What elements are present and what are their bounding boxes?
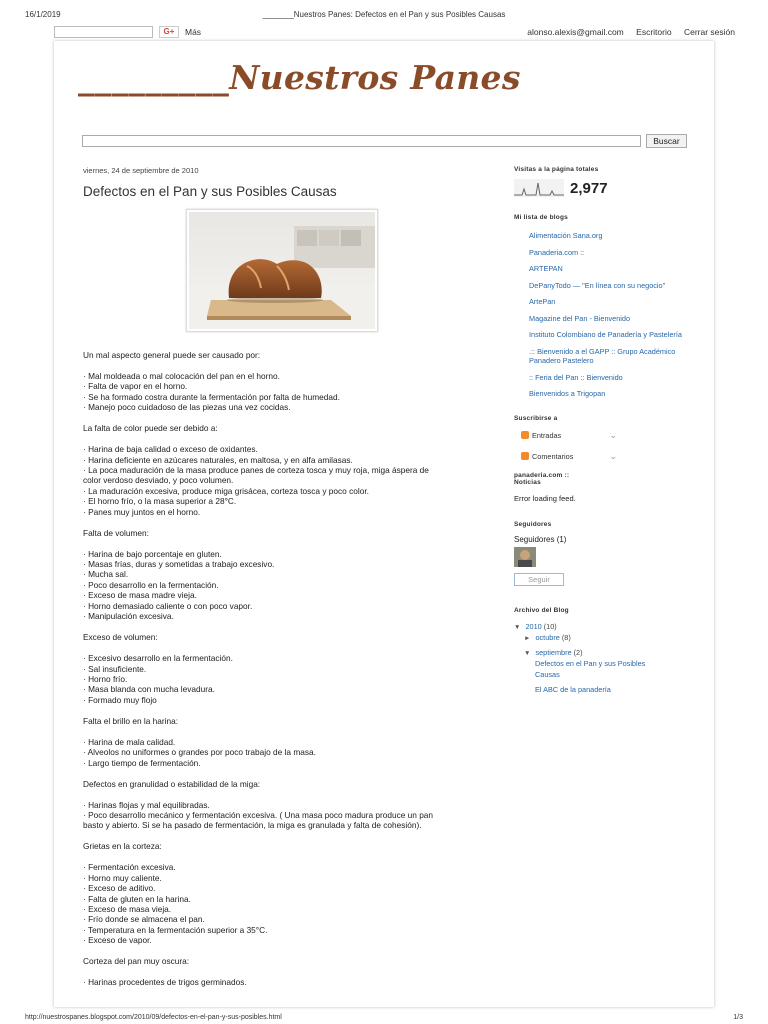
archive-year[interactable] <box>514 622 689 634</box>
post-title[interactable]: Defectos en el Pan y sus Posibles Causas <box>83 184 337 199</box>
post-line: Un mal aspecto general puede ser causado por: <box>83 350 261 360</box>
blog-link[interactable]: :: Feria del Pan :: Bienvenido <box>529 372 623 382</box>
post-line: · Harina de mala calidad. <box>83 736 176 747</box>
print-url: http://nuestrospanes.blogspot.com/2010/09/defectos-en-el-pan-y-sus-posibles.html <box>25 1014 282 1021</box>
more-link[interactable]: Más <box>185 27 202 37</box>
feed-heading: panaderia.com :: Noticias <box>514 471 570 486</box>
archive-month-link[interactable]: septiembre <box>535 647 572 657</box>
user-email[interactable]: alonso.alexis@gmail.com <box>527 27 624 37</box>
desktop-link[interactable]: Escritorio <box>636 27 672 37</box>
post-line: Grietas en la corteza: <box>83 841 162 852</box>
post-line: · Horno demasiado caliente o con poco vapor. <box>83 600 253 611</box>
avatar <box>514 547 536 567</box>
archive-month[interactable] <box>524 633 689 645</box>
post-line: · Frío donde se almacena el pan. <box>83 914 205 925</box>
triangle-right-icon[interactable]: ► <box>524 635 531 642</box>
post-line: · Sal insuficiente. <box>83 663 147 674</box>
archive-year-link[interactable]: 2010 <box>525 621 542 631</box>
rss-icon <box>521 452 529 460</box>
paragraph-gap <box>83 831 488 842</box>
post-line: · La poca maduración de la masa produce panes de corteza tosca y muy roja, miga áspera de <box>83 465 429 476</box>
subscribe-posts[interactable] <box>521 430 689 441</box>
blog-title[interactable]: _________Nuestros Panes <box>78 58 521 97</box>
bread-photo[interactable] <box>186 209 378 332</box>
archive-month-count: (8) <box>561 633 571 642</box>
bread-loaf-image <box>189 212 375 329</box>
archive-heading: Archivo del Blog <box>514 606 569 614</box>
archive-post-link[interactable]: Defectos en el Pan y sus Posibles Causas <box>535 659 646 679</box>
post-line: · Masa blanda con mucha levadura. <box>83 684 215 695</box>
post-line: · Exceso de vapor. <box>83 935 152 946</box>
follow-button[interactable]: Seguir <box>514 573 564 586</box>
blog-search-input[interactable] <box>82 135 641 147</box>
sidebar <box>514 166 689 696</box>
post-line: · Harina deficiente en azúcares naturales, en maltosa, y en alfa amilasas. <box>83 454 353 465</box>
print-header <box>0 10 768 22</box>
post-line: · Fermentación excesiva. <box>83 862 176 873</box>
post-line: · Temperatura en la fermentación superior a 35°C. <box>83 924 268 935</box>
follower-avatar[interactable] <box>514 547 689 569</box>
stats-heading: Visitas a la página totales <box>514 166 599 173</box>
paragraph-gap <box>83 413 488 424</box>
post-line: · Excesivo desarrollo en la fermentación. <box>83 653 233 664</box>
blog-link[interactable]: ArtePan <box>529 297 556 306</box>
post-line: Defectos en granulidad o estabilidad de la miga: <box>83 778 261 789</box>
post-line: La falta de color puede ser debido a: <box>83 423 218 434</box>
paragraph-gap <box>83 538 488 549</box>
blog-link[interactable]: ARTEPAN <box>529 264 563 273</box>
post-line: Exceso de volumen: <box>83 632 158 643</box>
post-body <box>83 350 488 988</box>
post-line: · Mal moldeada o mal colocación del pan en el horno. <box>83 371 280 381</box>
post-line: · Falta de vapor en el horno. <box>83 381 188 392</box>
bloglist-heading: Mi lista de blogs <box>514 214 568 221</box>
paragraph-gap <box>83 967 488 978</box>
post-line: · El horno frío, o la masa superior a 28°C. <box>83 496 237 507</box>
chevron-down-icon[interactable]: ⌄ <box>609 450 617 461</box>
visit-count: 2,977 <box>570 179 608 197</box>
print-title: _______Nuestros Panes: Defectos en el Pan y sus Posibles Causas <box>262 10 506 19</box>
blog-list <box>529 231 689 399</box>
paragraph-gap <box>83 726 488 737</box>
post-line: · La maduración excesiva, produce miga grisácea, corteza tosca y poco color. <box>83 485 369 496</box>
search-button[interactable]: Buscar <box>646 134 687 148</box>
post-line: basto y abierto. Si se ha pasado de fermentación, la miga es granulada y falta de cohesión). <box>83 820 422 831</box>
archive-month-link[interactable]: octubre <box>535 633 560 642</box>
post-line: · Manipulación excesiva. <box>83 611 174 622</box>
subscribe-posts-label: Entradas <box>532 430 562 440</box>
post-line: · Poco desarrollo mecánico y fermentación excesiva. ( Una masa poco madura produce un pan <box>83 809 434 820</box>
post-line: · Largo tiempo de fermentación. <box>83 757 201 768</box>
blogger-navbar <box>0 23 768 41</box>
archive-post-link[interactable]: El ABC de la panadería <box>535 685 611 694</box>
post-line: · Harina de bajo porcentaje en gluten. <box>83 548 222 559</box>
post-line: · Alveolos no uniformes o grandes por poco trabajo de la masa. <box>83 747 316 758</box>
post-line: · Panes muy juntos en el horno. <box>83 506 201 517</box>
blog-link[interactable]: Instituto Colombiano de Panadería y Pastelería <box>529 330 682 339</box>
post-line: · Exceso de masa madre vieja. <box>83 590 197 601</box>
paragraph-gap <box>83 852 488 863</box>
post-line: · Harinas procedentes de trigos germinados. <box>83 977 247 988</box>
triangle-down-icon[interactable]: ▼ <box>514 623 521 631</box>
print-date: 16/1/2019 <box>25 10 61 19</box>
paragraph-gap <box>83 643 488 654</box>
sparkline-icon <box>514 179 564 197</box>
paragraph-gap <box>83 517 488 528</box>
feed-error: Error loading feed. <box>514 493 576 503</box>
blog-link[interactable]: Bienvenidos a Trigopan <box>529 389 606 398</box>
post-line: · Horno frío. <box>83 673 128 684</box>
archive-year-count: (10) <box>543 621 557 631</box>
blog-link[interactable]: Panaderia.com :: <box>529 247 585 257</box>
paragraph-gap <box>83 946 488 957</box>
post-line: · Harina de baja calidad o exceso de oxidantes. <box>83 444 258 455</box>
post-line: · Masas frías, duras y sometidas a trabajo excesivo. <box>83 559 275 570</box>
logout-link[interactable]: Cerrar sesión <box>683 27 735 37</box>
navbar-search-input[interactable] <box>54 26 153 38</box>
followers-heading: Seguidores <box>514 520 552 528</box>
visit-counter <box>514 179 689 197</box>
navbar-user-links <box>517 27 735 37</box>
archive-month[interactable] <box>524 648 689 660</box>
paragraph-gap <box>83 622 488 633</box>
post-line: · Falta de gluten en la harina. <box>83 893 191 904</box>
blog-link[interactable]: DePanyTodo — "En línea con su negocio" <box>529 280 666 290</box>
post-line: · Manejo poco cuidadoso de las piezas una vez cocidas. <box>83 402 291 413</box>
post-line: · Harinas flojas y mal equilibradas. <box>83 799 210 810</box>
post <box>83 166 488 988</box>
paragraph-gap <box>83 705 488 716</box>
print-page-number: 1/3 <box>733 1014 743 1021</box>
post-line: · Horno muy caliente. <box>83 872 162 883</box>
followers-count: Seguidores (1) <box>514 534 567 544</box>
post-line: color verdoso desviado, y poco volumen. <box>83 475 234 486</box>
blog-link[interactable]: .:: Bienvenido a el GAPP :: Grupo Académico Panadero Pastelero <box>529 346 676 365</box>
blog-link[interactable]: Alimentación Sana.org <box>529 231 603 240</box>
post-date: viernes, 24 de septiembre de 2010 <box>83 166 199 175</box>
subscribe-comments-label: Comentarios <box>532 451 574 461</box>
post-line: · Exceso de aditivo. <box>83 883 156 894</box>
google-plus-button[interactable]: G+ <box>159 26 179 38</box>
paragraph-gap <box>83 789 488 800</box>
post-line: Corteza del pan muy oscura: <box>83 956 190 967</box>
post-line: Falta de volumen: <box>83 527 149 538</box>
post-line: Falta el brillo en la harina: <box>83 715 179 726</box>
post-line: · Mucha sal. <box>83 569 129 580</box>
post-line: · Exceso de masa vieja. <box>83 903 172 914</box>
blog-link[interactable]: Magazine del Pan - Bienvenido <box>529 313 631 323</box>
paragraph-gap <box>83 768 488 779</box>
paragraph-gap <box>83 434 488 445</box>
post-line: · Poco desarrollo en la fermentación. <box>83 579 219 590</box>
triangle-down-icon[interactable]: ▼ <box>524 649 531 657</box>
blog-archive <box>514 622 689 696</box>
subscribe-comments[interactable] <box>521 451 689 462</box>
chevron-down-icon[interactable]: ⌄ <box>609 429 617 440</box>
post-line: · Se ha formado costra durante la fermentación por falta de humedad. <box>83 391 340 402</box>
post-line: · Formado muy flojo <box>83 694 157 705</box>
subscribe-heading: Suscribirse a <box>514 414 558 422</box>
paragraph-gap <box>83 360 488 371</box>
rss-icon <box>521 431 529 439</box>
archive-month-count: (2) <box>573 647 583 657</box>
